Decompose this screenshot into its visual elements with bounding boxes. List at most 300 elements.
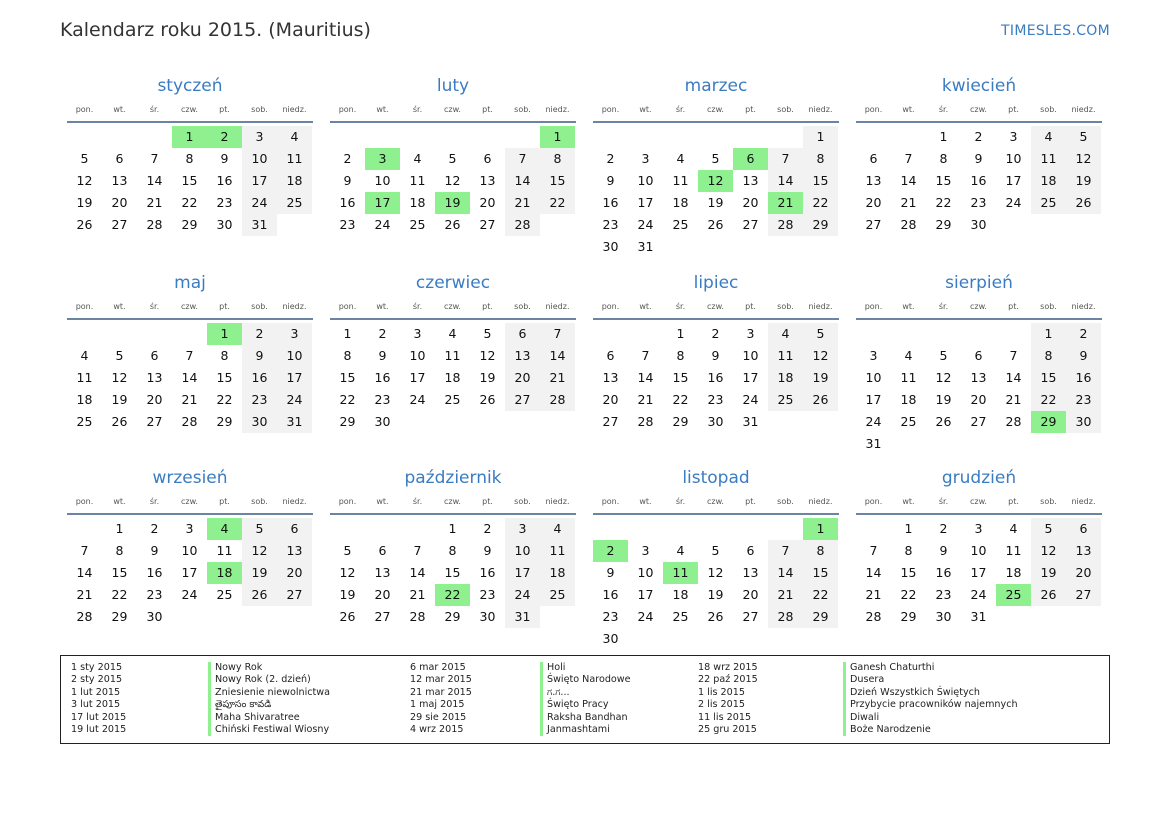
holiday-name: Ganesh Chaturthi [843, 662, 1018, 674]
day-cell: 18 [768, 367, 803, 389]
day-cell: 20 [479, 195, 496, 210]
day-cell: 23 [479, 587, 496, 602]
days-grid [330, 323, 576, 433]
legend-date-column [698, 662, 758, 736]
day-cell: 15 [444, 565, 461, 580]
weekday-label: pon. [338, 105, 357, 114]
holiday-date: 1 lis 2015 [698, 686, 745, 698]
day-cell: 13 [970, 370, 987, 385]
day-cell: 12 [444, 173, 461, 188]
day-cell: 26 [707, 217, 724, 232]
day-cell: 23 [935, 587, 952, 602]
empty-cell [593, 126, 628, 148]
holiday-date: 21 mar 2015 [410, 686, 472, 698]
day-cell: 23 [970, 195, 987, 210]
day-cell: 6 [378, 543, 387, 558]
empty-cell [365, 518, 400, 540]
holiday-day-cell: 6 [733, 148, 768, 170]
day-cell: 18 [900, 392, 917, 407]
weekday-label: wt. [902, 105, 915, 114]
day-cell: 3 [869, 348, 878, 363]
day-cell: 9 [974, 151, 983, 166]
empty-cell [698, 518, 733, 540]
holiday-day-cell: 1 [803, 518, 838, 540]
day-cell: 13 [1066, 540, 1101, 562]
weekday-label: sob. [1040, 302, 1057, 311]
month-name: czerwiec [415, 273, 491, 293]
empty-cell [856, 323, 891, 345]
day-cell: 6 [150, 348, 159, 363]
day-cell: 10 [374, 173, 391, 188]
day-cell: 10 [409, 348, 426, 363]
day-cell: 6 [115, 151, 124, 166]
days-grid [330, 126, 576, 236]
day-cell: 29 [935, 217, 952, 232]
empty-cell [330, 126, 365, 148]
day-cell: 17 [637, 587, 654, 602]
day-cell: 24 [742, 392, 759, 407]
day-cell: 5 [80, 151, 89, 166]
weekday-header [330, 496, 576, 515]
weekday-label: sob. [514, 302, 531, 311]
empty-cell [733, 518, 768, 540]
day-cell: 23 [602, 217, 619, 232]
day-cell: 9 [242, 345, 277, 367]
day-cell: 15 [935, 173, 952, 188]
day-cell: 8 [185, 151, 194, 166]
day-cell: 7 [904, 151, 913, 166]
day-cell: 3 [242, 126, 277, 148]
day-cell: 5 [448, 151, 457, 166]
month-calendar [330, 467, 576, 628]
weekday-label: sob. [777, 105, 794, 114]
weekday-label: niedz. [282, 497, 307, 506]
day-cell: 2 [939, 521, 948, 536]
day-cell: 27 [1066, 584, 1101, 606]
day-cell: 2 [711, 326, 720, 341]
day-cell: 24 [409, 392, 426, 407]
day-cell: 6 [746, 543, 755, 558]
empty-cell [400, 126, 435, 148]
day-cell: 19 [479, 370, 496, 385]
day-cell: 16 [602, 195, 619, 210]
holiday-day-cell: 4 [207, 518, 242, 540]
weekday-label: niedz. [1071, 105, 1096, 114]
day-cell: 10 [242, 148, 277, 170]
day-cell: 15 [339, 370, 356, 385]
weekday-label: wt. [902, 497, 915, 506]
day-cell: 12 [935, 370, 952, 385]
holiday-day-cell: 29 [1031, 411, 1066, 433]
day-cell: 19 [242, 562, 277, 584]
holiday-name: Przybycie pracowników najemnych [843, 699, 1018, 711]
weekday-label: śr. [938, 497, 949, 506]
day-cell: 5 [711, 151, 720, 166]
days-grid [593, 323, 839, 433]
weekday-header [856, 104, 1102, 123]
weekday-label: śr. [675, 302, 686, 311]
day-cell: 12 [1031, 540, 1066, 562]
empty-cell [67, 126, 102, 148]
day-cell: 22 [935, 195, 952, 210]
empty-cell [663, 126, 698, 148]
day-cell: 26 [1066, 192, 1101, 214]
day-cell: 20 [374, 587, 391, 602]
day-cell: 26 [76, 217, 93, 232]
weekday-label: niedz. [282, 302, 307, 311]
day-cell: 16 [602, 587, 619, 602]
day-cell: 5 [711, 543, 720, 558]
holiday-date: 12 mar 2015 [410, 674, 472, 686]
day-cell: 11 [216, 543, 233, 558]
day-cell: 7 [768, 148, 803, 170]
day-cell: 18 [672, 587, 689, 602]
day-cell: 8 [115, 543, 124, 558]
day-cell: 31 [865, 436, 882, 451]
day-cell: 29 [672, 414, 689, 429]
day-cell: 24 [181, 587, 198, 602]
day-cell: 3 [641, 151, 650, 166]
day-cell: 9 [606, 173, 615, 188]
day-cell: 21 [637, 392, 654, 407]
day-cell: 15 [216, 370, 233, 385]
empty-cell [400, 518, 435, 540]
day-cell: 21 [865, 587, 882, 602]
day-cell: 21 [900, 195, 917, 210]
weekday-header [593, 496, 839, 515]
holiday-name: Dzień Wszystkich Świętych [843, 687, 1018, 699]
day-cell: 26 [339, 609, 356, 624]
day-cell: 14 [540, 345, 575, 367]
day-cell: 21 [181, 392, 198, 407]
day-cell: 3 [974, 521, 983, 536]
weekday-label: czw. [970, 105, 987, 114]
day-cell: 19 [1031, 562, 1066, 584]
day-cell: 14 [505, 170, 540, 192]
weekday-label: niedz. [808, 302, 833, 311]
day-cell: 4 [904, 348, 913, 363]
calendar-grid [67, 75, 1103, 655]
day-cell: 3 [641, 543, 650, 558]
day-cell: 9 [343, 173, 352, 188]
day-cell: 13 [479, 173, 496, 188]
day-cell: 21 [768, 584, 803, 606]
month-name: styczeń [157, 76, 223, 96]
day-cell: 15 [540, 170, 575, 192]
day-cell: 29 [216, 414, 233, 429]
day-cell: 20 [865, 195, 882, 210]
day-cell: 25 [409, 217, 426, 232]
holiday-name: Święto Narodowe [540, 674, 631, 686]
empty-cell [961, 323, 996, 345]
day-cell: 28 [505, 214, 540, 236]
weekday-label: pt. [745, 302, 756, 311]
weekday-label: niedz. [545, 497, 570, 506]
day-cell: 27 [111, 217, 128, 232]
holiday-day-cell: 3 [365, 148, 400, 170]
day-cell: 24 [505, 584, 540, 606]
day-cell: 11 [444, 348, 461, 363]
empty-cell [435, 126, 470, 148]
day-cell: 19 [707, 195, 724, 210]
weekday-label: sob. [777, 497, 794, 506]
weekday-label: śr. [675, 105, 686, 114]
holiday-day-cell: 2 [207, 126, 242, 148]
day-cell: 26 [444, 217, 461, 232]
day-cell: 28 [76, 609, 93, 624]
holiday-name: Nowy Rok (2. dzień) [208, 674, 330, 686]
day-cell: 13 [602, 370, 619, 385]
weekday-label: sob. [1040, 497, 1057, 506]
weekday-label: czw. [181, 302, 198, 311]
month-name: kwiecień [941, 76, 1017, 96]
weekday-label: pt. [219, 105, 230, 114]
holiday-date: 11 lis 2015 [698, 711, 752, 723]
day-cell: 14 [1005, 370, 1022, 385]
day-cell: 28 [768, 214, 803, 236]
day-cell: 25 [277, 192, 312, 214]
empty-cell [856, 518, 891, 540]
day-cell: 13 [505, 345, 540, 367]
day-cell: 27 [865, 217, 882, 232]
legend-name-column [540, 662, 631, 736]
day-cell: 9 [606, 565, 615, 580]
weekday-label: niedz. [1071, 497, 1096, 506]
weekday-label: pon. [75, 497, 94, 506]
holiday-name: Raksha Bandhan [540, 712, 631, 724]
weekday-label: pon. [601, 497, 620, 506]
holiday-date: 22 paź 2015 [698, 674, 758, 686]
weekday-label: pt. [745, 497, 756, 506]
day-cell: 24 [637, 217, 654, 232]
brand-link[interactable]: TIMESLES.COM [1001, 23, 1110, 39]
weekday-label: śr. [412, 497, 423, 506]
weekday-label: czw. [444, 302, 461, 311]
day-cell: 23 [374, 392, 391, 407]
holiday-date: 17 lut 2015 [71, 711, 127, 723]
day-cell: 2 [1066, 323, 1101, 345]
day-cell: 11 [76, 370, 93, 385]
day-cell: 2 [606, 151, 615, 166]
weekday-label: śr. [938, 302, 949, 311]
day-cell: 19 [1066, 170, 1101, 192]
holiday-day-cell: 19 [435, 192, 470, 214]
day-cell: 22 [181, 195, 198, 210]
holiday-date: 1 sty 2015 [71, 662, 123, 673]
day-cell: 25 [900, 414, 917, 429]
day-cell: 12 [479, 348, 496, 363]
day-cell: 2 [974, 129, 983, 144]
day-cell: 10 [181, 543, 198, 558]
weekday-label: czw. [444, 105, 461, 114]
weekday-label: niedz. [545, 302, 570, 311]
day-cell: 14 [409, 565, 426, 580]
day-cell: 1 [343, 326, 352, 341]
empty-cell [698, 126, 733, 148]
days-grid [856, 323, 1102, 455]
day-cell: 15 [803, 170, 838, 192]
weekday-label: pt. [745, 105, 756, 114]
weekday-label: czw. [970, 497, 987, 506]
day-cell: 11 [540, 540, 575, 562]
day-cell: 18 [540, 562, 575, 584]
weekday-header [330, 104, 576, 123]
day-cell: 9 [150, 543, 159, 558]
empty-cell [67, 323, 102, 345]
holiday-date: 1 maj 2015 [410, 699, 465, 711]
day-cell: 25 [216, 587, 233, 602]
day-cell: 23 [216, 195, 233, 210]
day-cell: 16 [479, 565, 496, 580]
weekday-header [593, 104, 839, 123]
day-cell: 14 [146, 173, 163, 188]
day-cell: 26 [111, 414, 128, 429]
empty-cell [102, 323, 137, 345]
empty-cell [137, 126, 172, 148]
month-name: marzec [684, 76, 748, 96]
day-cell: 1 [448, 521, 457, 536]
day-cell: 24 [865, 414, 882, 429]
day-cell: 23 [242, 389, 277, 411]
day-cell: 14 [768, 170, 803, 192]
day-cell: 31 [970, 609, 987, 624]
holiday-name: తైపూసం కావడి [208, 699, 330, 711]
day-cell: 5 [803, 323, 838, 345]
day-cell: 20 [277, 562, 312, 584]
day-cell: 10 [505, 540, 540, 562]
day-cell: 4 [540, 518, 575, 540]
day-cell: 14 [181, 370, 198, 385]
holiday-name: Święto Pracy [540, 699, 631, 711]
day-cell: 17 [505, 562, 540, 584]
day-cell: 4 [768, 323, 803, 345]
day-cell: 24 [374, 217, 391, 232]
day-cell: 6 [1066, 518, 1101, 540]
day-cell: 27 [374, 609, 391, 624]
day-cell: 13 [146, 370, 163, 385]
legend-date-column [71, 662, 126, 736]
days-grid [593, 126, 839, 258]
weekday-label: pt. [482, 105, 493, 114]
empty-cell [926, 323, 961, 345]
weekday-label: wt. [376, 497, 389, 506]
day-cell: 18 [76, 392, 93, 407]
day-cell: 2 [150, 521, 159, 536]
weekday-label: niedz. [282, 105, 307, 114]
day-cell: 8 [939, 151, 948, 166]
day-cell: 5 [242, 518, 277, 540]
day-cell: 16 [1066, 367, 1101, 389]
day-cell: 2 [242, 323, 277, 345]
weekday-header [856, 496, 1102, 515]
month-calendar [593, 75, 839, 258]
day-cell: 11 [900, 370, 917, 385]
month-calendar [856, 467, 1102, 628]
day-cell: 26 [707, 609, 724, 624]
day-cell: 19 [935, 392, 952, 407]
day-cell: 16 [970, 173, 987, 188]
weekday-label: śr. [412, 105, 423, 114]
day-cell: 8 [343, 348, 352, 363]
legend-date-column [410, 662, 472, 736]
weekday-label: śr. [675, 497, 686, 506]
holiday-name: Maha Shivaratree [208, 712, 330, 724]
weekday-label: śr. [412, 302, 423, 311]
day-cell: 22 [803, 584, 838, 606]
day-cell: 30 [374, 414, 391, 429]
day-cell: 17 [181, 565, 198, 580]
weekday-label: sob. [514, 105, 531, 114]
weekday-label: czw. [444, 497, 461, 506]
month-calendar [67, 75, 313, 236]
day-cell: 11 [277, 148, 312, 170]
day-cell: 20 [742, 195, 759, 210]
day-cell: 4 [413, 151, 422, 166]
day-cell: 7 [413, 543, 422, 558]
month-name: sierpień [945, 273, 1013, 293]
holiday-date: 19 lut 2015 [71, 723, 127, 735]
weekday-label: wt. [376, 105, 389, 114]
day-cell: 13 [742, 565, 759, 580]
day-cell: 25 [672, 217, 689, 232]
day-cell: 28 [1005, 414, 1022, 429]
day-cell: 15 [900, 565, 917, 580]
weekday-header [856, 301, 1102, 320]
empty-cell [593, 518, 628, 540]
weekday-label: czw. [970, 302, 987, 311]
days-grid [593, 518, 839, 650]
day-cell: 7 [641, 348, 650, 363]
day-cell: 20 [505, 367, 540, 389]
holiday-day-cell: 18 [207, 562, 242, 584]
weekday-label: czw. [181, 105, 198, 114]
day-cell: 15 [181, 173, 198, 188]
day-cell: 19 [707, 587, 724, 602]
empty-cell [628, 518, 663, 540]
day-cell: 10 [637, 173, 654, 188]
day-cell: 28 [768, 606, 803, 628]
holiday-name: Dusera [843, 674, 1018, 686]
day-cell: 12 [803, 345, 838, 367]
weekday-label: pt. [219, 497, 230, 506]
holiday-day-cell: 22 [435, 584, 470, 606]
day-cell: 7 [80, 543, 89, 558]
month-name: listopad [682, 468, 750, 488]
day-cell: 17 [970, 565, 987, 580]
day-cell: 30 [146, 609, 163, 624]
day-cell: 25 [76, 414, 93, 429]
holiday-name: Zniesienie niewolnictwa [208, 687, 330, 699]
day-cell: 10 [865, 370, 882, 385]
day-cell: 28 [409, 609, 426, 624]
day-cell: 3 [277, 323, 312, 345]
day-cell: 5 [343, 543, 352, 558]
weekday-label: pt. [1008, 105, 1019, 114]
holiday-day-cell: 25 [996, 584, 1031, 606]
day-cell: 8 [803, 540, 838, 562]
day-cell: 10 [1005, 151, 1022, 166]
day-cell: 10 [277, 345, 312, 367]
weekday-label: wt. [376, 302, 389, 311]
empty-cell [733, 126, 768, 148]
day-cell: 25 [1031, 192, 1066, 214]
day-cell: 26 [479, 392, 496, 407]
day-cell: 16 [339, 195, 356, 210]
day-cell: 18 [672, 195, 689, 210]
empty-cell [628, 126, 663, 148]
day-cell: 17 [637, 195, 654, 210]
weekday-label: pon. [338, 302, 357, 311]
